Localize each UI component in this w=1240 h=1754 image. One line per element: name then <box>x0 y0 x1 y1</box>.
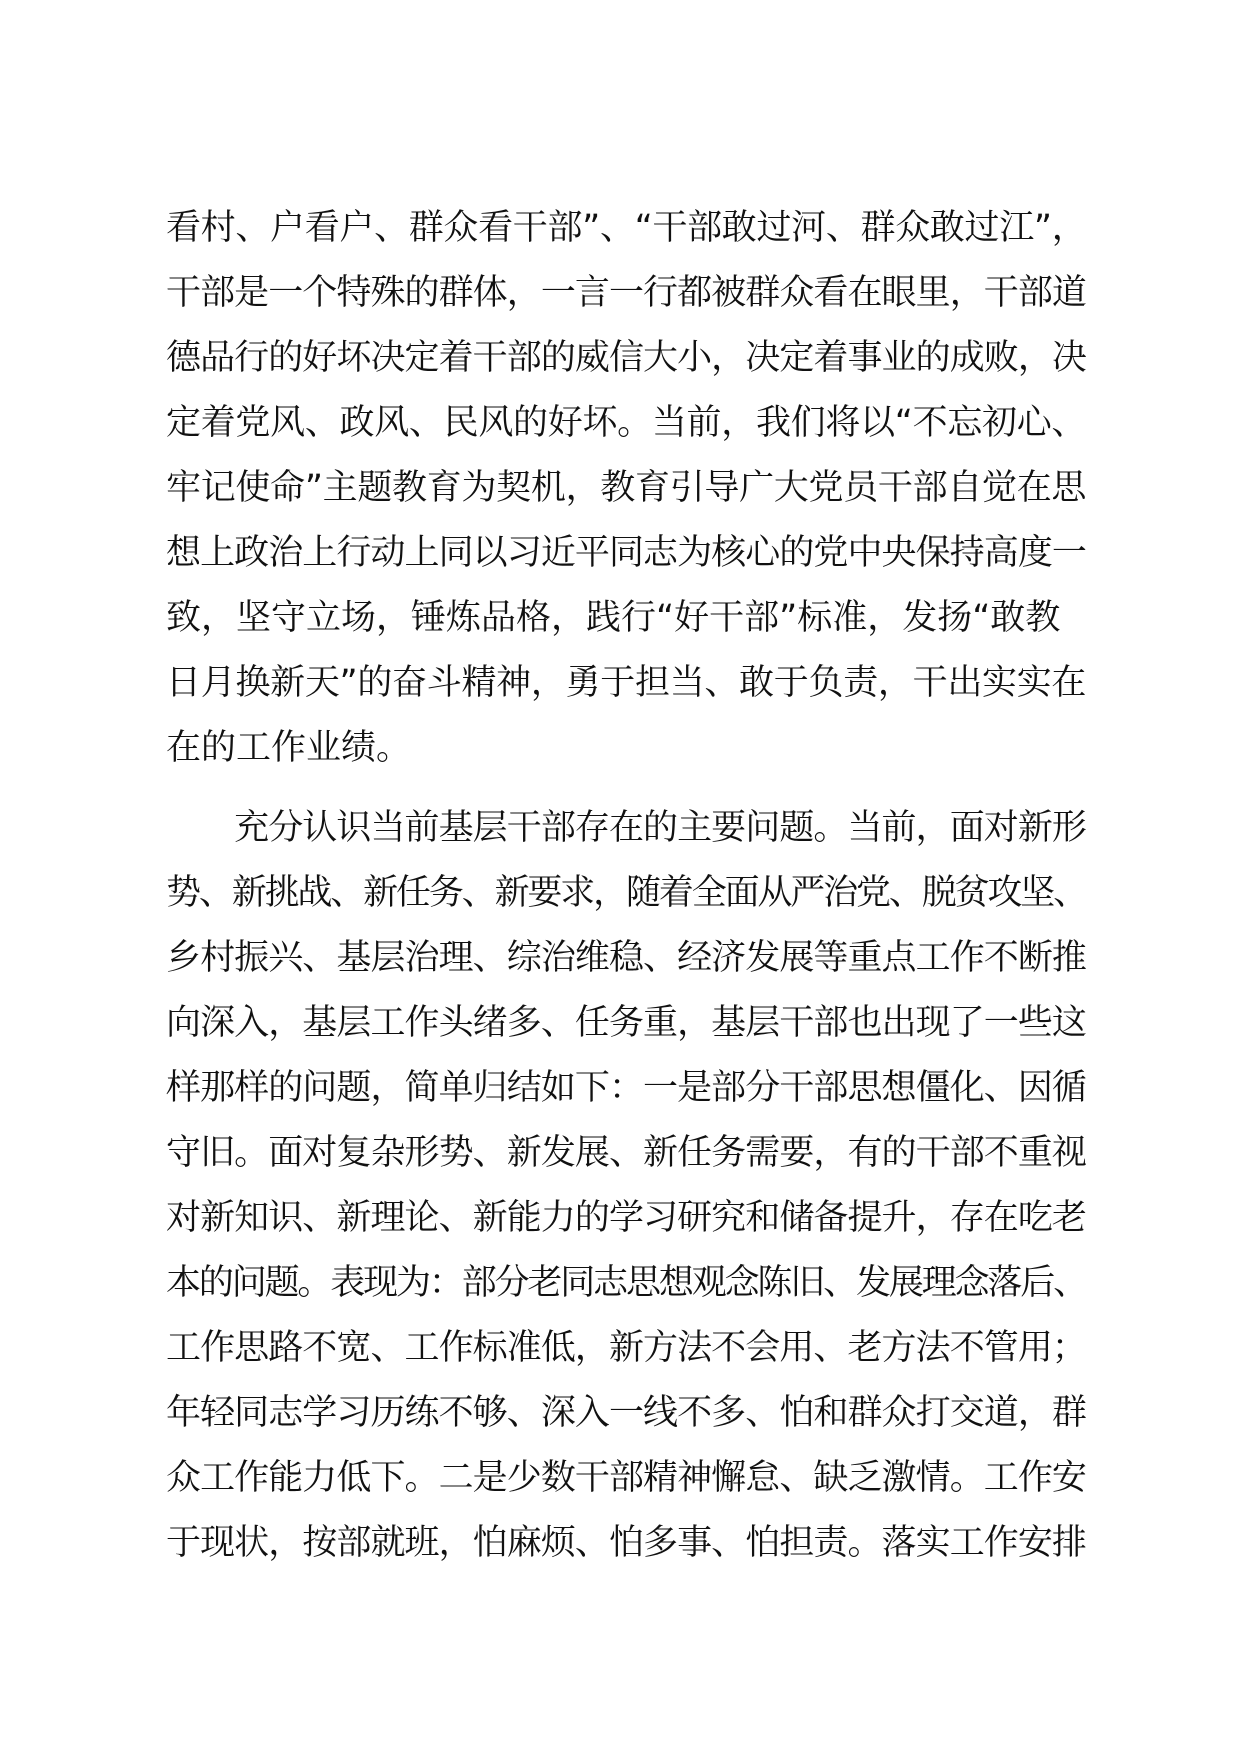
text-line: 众工作能力低下。二是少数干部精神懈怠、缺乏激情。工作安 <box>166 1458 1087 1498</box>
text-line: 对新知识、新理论、新能力的学习研究和储备提升，存在吃老 <box>166 1198 1087 1238</box>
text-line: 牢记使命”主题教育为契机，教育引导广大党员干部自觉在思 <box>166 468 1087 508</box>
text-line: 向深入，基层工作头绪多、任务重，基层干部也出现了一些这 <box>166 1003 1087 1043</box>
text-line: 干部是一个特殊的群体，一言一行都被群众看在眼里，干部道 <box>166 273 1087 313</box>
text-line: 致，坚守立场，锤炼品格，践行“好干部”标准，发扬“敢教 <box>166 598 1061 638</box>
paragraph-1 <box>166 196 1086 781</box>
text-line: 乡村振兴、基层治理、综治维稳、经济发展等重点工作不断推 <box>166 938 1087 978</box>
text-line: 于现状，按部就班，怕麻烦、怕多事、怕担责。落实工作安排 <box>166 1523 1087 1563</box>
text-line: 想上政治上行动上同以习近平同志为核心的党中央保持高度一 <box>166 533 1087 573</box>
paragraph-2 <box>166 796 1086 1576</box>
text-line: 德品行的好坏决定着干部的威信大小，决定着事业的成败，决 <box>166 338 1087 378</box>
text-line: 年轻同志学习历练不够、深入一线不多、怕和群众打交道，群 <box>166 1393 1087 1433</box>
text-line: 看村、户看户、群众看干部”、“干部敢过河、群众敢过江”， <box>166 208 1087 248</box>
text-line: 充分认识当前基层干部存在的主要问题。当前，面对新形 <box>166 808 1087 848</box>
text-line: 样那样的问题，简单归结如下：一是部分干部思想僵化、因循 <box>166 1068 1087 1108</box>
text-line: 势、新挑战、新任务、新要求，随着全面从严治党、脱贫攻坚、 <box>166 873 1087 913</box>
text-line: 定着党风、政风、民风的好坏。当前，我们将以“不忘初心、 <box>166 403 1087 443</box>
text-line: 在的工作业绩。 <box>166 728 412 768</box>
text-line: 本的问题。表现为：部分老同志思想观念陈旧、发展理念落后、 <box>166 1263 1087 1303</box>
text-line: 守旧。面对复杂形势、新发展、新任务需要，有的干部不重视 <box>166 1133 1087 1173</box>
text-line: 日月换新天”的奋斗精神，勇于担当、敢于负责，干出实实在 <box>166 663 1087 703</box>
text-line: 工作思路不宽、工作标准低，新方法不会用、老方法不管用； <box>166 1328 1087 1368</box>
